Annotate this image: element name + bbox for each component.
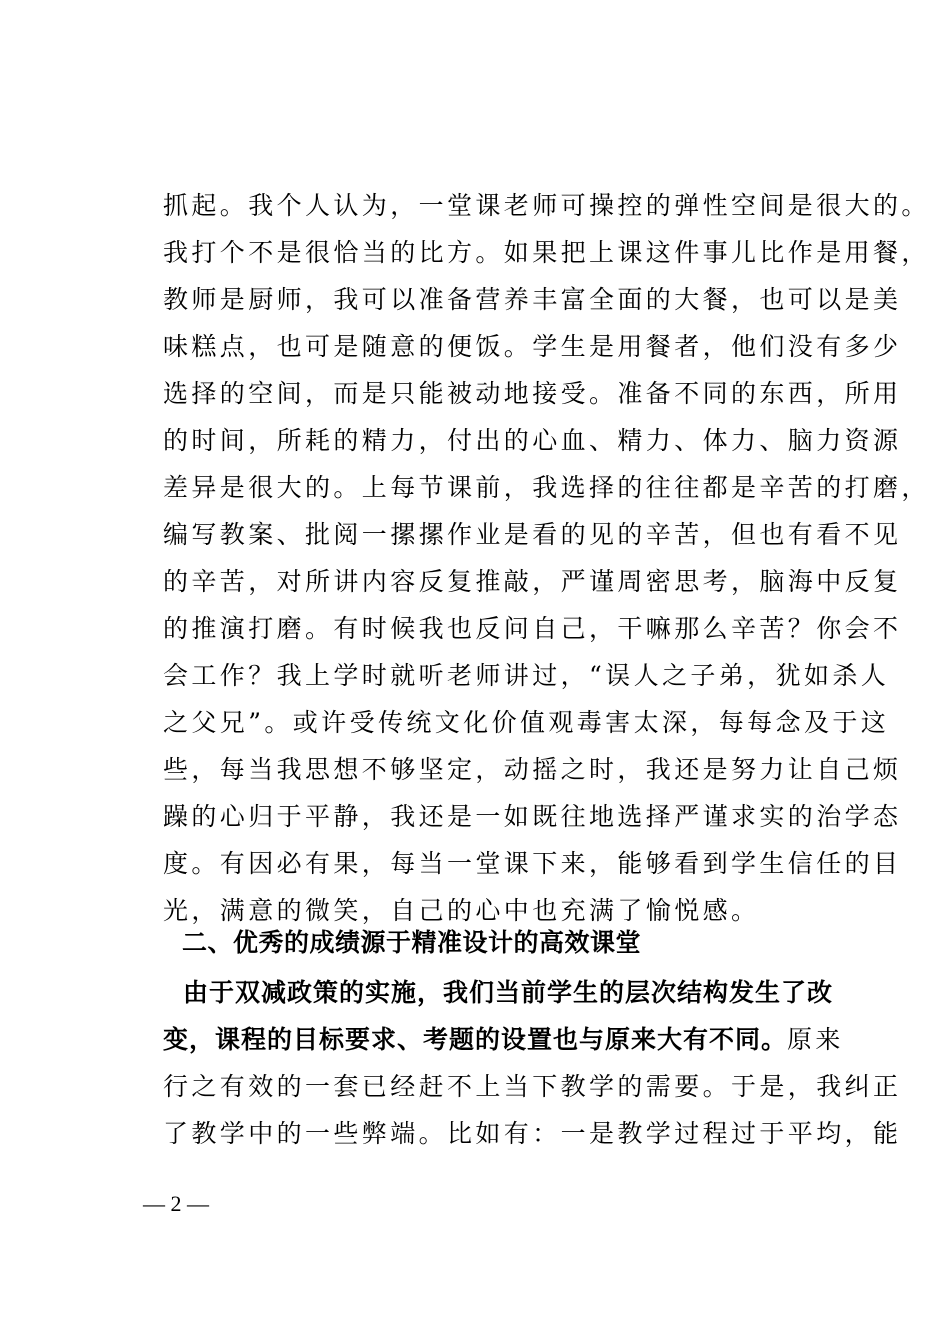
text-line: 的辛苦，对所讲内容反复推敲，严谨周密思考，脑海中反复 [163,567,902,596]
text-line: 味糕点，也可是随意的便饭。学生是用餐者，他们没有多少 [163,332,902,361]
text-line: 抓起。我个人认为，一堂课老师可操控的弹性空间是很大的。 [163,191,930,220]
text-line: 光，满意的微笑，自己的心中也充满了愉悦感。 [163,896,760,925]
text-line-bold: 由于双减政策的实施，我们当前学生的层次结构发生了改 [183,978,834,1007]
text-line: 的推演打磨。有时候我也反问自己，干嘛那么辛苦？你会不 [163,614,902,643]
text-line: 编写教案、批阅一摞摞作业是看的见的辛苦，但也有看不见 [163,520,902,549]
paragraph-2 [163,969,902,1157]
text-line: 会工作？我上学时就听老师讲过，“误人之子弟，犹如杀人 [163,661,890,690]
page-number: — 2 — [143,1191,209,1216]
text-line-mixed [163,1016,863,1063]
text-line: 选择的空间，而是只能被动地接受。准备不同的东西，所用 [163,379,902,408]
text-line: 行之有效的一套已经赶不上当下教学的需要。于是，我纠正 [163,1072,902,1101]
text-line: 之父兄”。或许受传统文化价值观毒害太深，每每念及于这 [163,708,890,737]
text-run: 原来 [787,1025,844,1054]
text-run-bold: 变，课程的目标要求、考题的设置也与原来大有不同。 [163,1025,788,1054]
text-line: 教师是厨师，我可以准备营养丰富全面的大餐，也可以是美 [163,285,902,314]
section-heading: 二、优秀的成绩源于精准设计的高效课堂 [182,928,642,957]
text-line: 我打个不是很恰当的比方。如果把上课这件事儿比作是用餐， [163,238,930,267]
text-line: 了教学中的一些弊端。比如有：一是教学过程过于平均，能 [163,1119,902,1148]
paragraph-1 [163,182,930,934]
text-line: 躁的心归于平静，我还是一如既往地选择严谨求实的治学态 [163,802,902,831]
text-line: 度。有因必有果，每当一堂课下来，能够看到学生信任的目 [163,849,902,878]
text-line: 差异是很大的。上每节课前，我选择的往往都是辛苦的打磨， [163,473,930,502]
text-line: 些，每当我思想不够坚定，动摇之时，我还是努力让自己烦 [163,755,902,784]
text-line: 的时间，所耗的精力，付出的心血、精力、体力、脑力资源 [163,426,902,455]
